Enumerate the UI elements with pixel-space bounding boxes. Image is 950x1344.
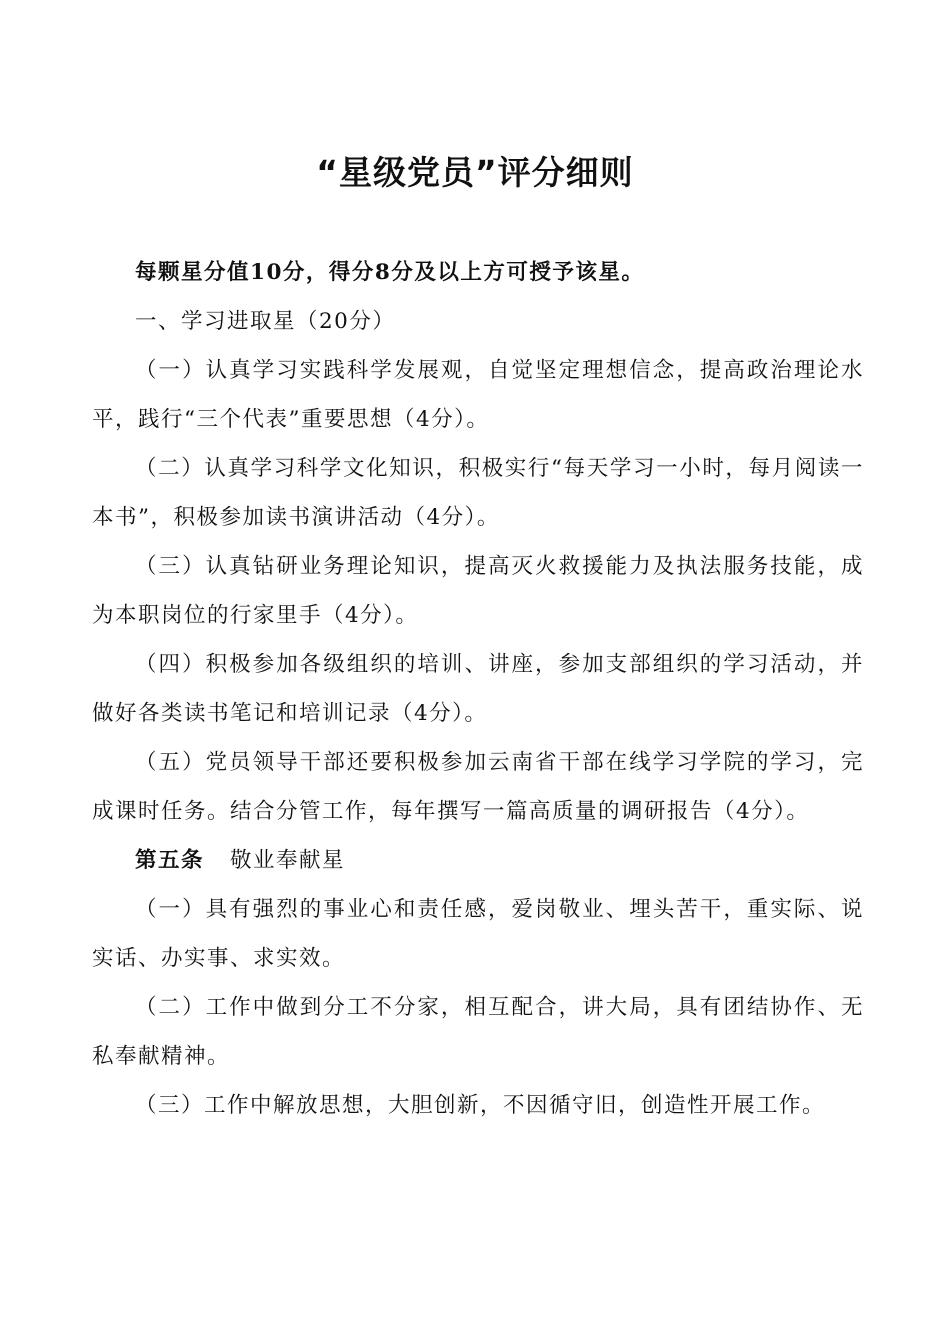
dedication-item-3: （三）工作中解放思想，大胆创新，不因循守旧，创造性开展工作。 [135,1093,826,1118]
study-item-4: （四）积极参加各级组织的培训、讲座，参加支部组织的学习活动，并做好各类读书笔记和培训记录（4分）。 [92,652,864,726]
section-heading-study: 一、学习进取星（20分） [135,309,396,334]
article-label: 第五条 [135,848,205,873]
section-heading-dedication [92,836,864,885]
study-item-3: （三）认真钻研业务理论知识，提高灭火救援能力及执法服务技能，成为本职岗位的行家里手（4分）。 [92,554,864,628]
dedication-item-2: （二）工作中做到分工不分家，相互配合，讲大局，具有团结协作、无私奉献精神。 [92,995,864,1069]
section-title-dedication: 敬业奉献星 [230,848,346,873]
document-title: “星级党员”评分细则 [316,153,634,192]
document-body [92,248,864,1130]
intro-paragraph: 每颗星分值10分，得分8分及以上方可授予该星。 [135,260,645,285]
study-item-5: （五）党员领导干部还要积极参加云南省干部在线学习学院的学习，完成课时任务。结合分管工作，每年撰写一篇高质量的调研报告（4分）。 [92,750,864,824]
study-item-2: （二）认真学习科学文化知识，积极实行“每天学习一小时，每月阅读一本书”，积极参加读书演讲活动（4分）。 [92,456,864,530]
study-item-1: （一）认真学习实践科学发展观，自觉坚定理想信念，提高政治理论水平，践行“三个代表”重要思想（4分）。 [92,358,864,432]
dedication-item-1: （一）具有强烈的事业心和责任感，爱岗敬业、埋头苦干，重实际、说实话、办实事、求实效。 [92,897,864,971]
